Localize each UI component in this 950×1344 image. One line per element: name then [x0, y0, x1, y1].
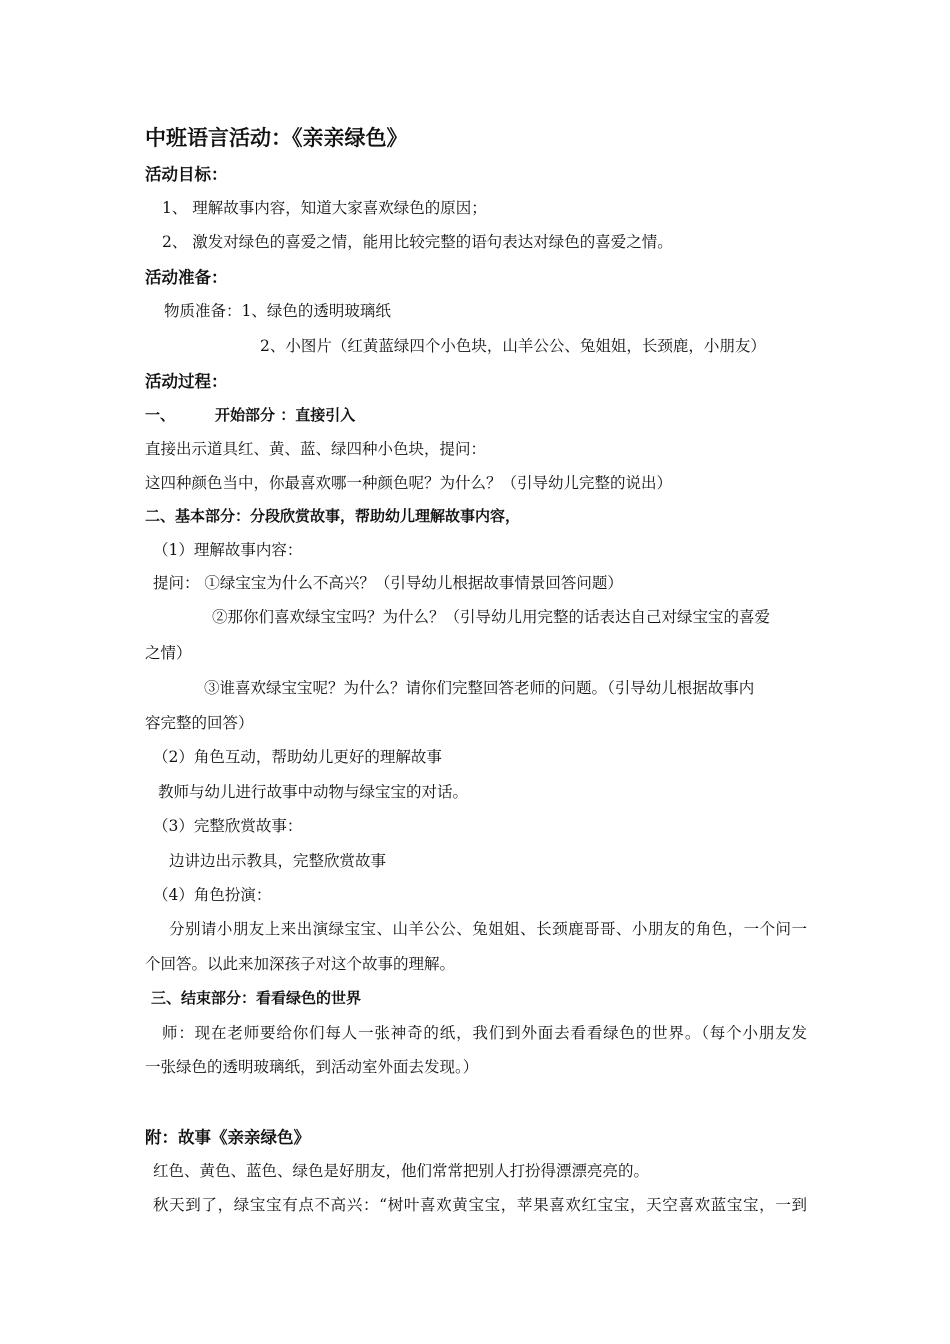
body-line: 分别请小朋友上来出演绿宝宝、山羊公公、兔姐姐、长颈鹿哥哥、小朋友的角色，一个问一 — [169, 920, 807, 938]
body-line: 提问： ①绿宝宝为什么不高兴？（引导幼儿根据故事情景回答问题） — [153, 574, 623, 592]
goal-item: 1、 理解故事内容，知道大家喜欢绿色的原因； — [162, 199, 487, 217]
part1-number: 一、 — [145, 406, 176, 424]
appendix-title: 附：故事《亲亲绿色》 — [145, 1128, 310, 1147]
prep-item: 1、绿色的透明玻璃纸 — [241, 302, 391, 320]
body-line: （2）角色互动，帮助幼儿更好的理解故事 — [153, 748, 442, 766]
body-line: 直接出示道具红、黄、蓝、绿四种小色块，提问： — [145, 440, 487, 458]
process-heading: 活动过程： — [145, 372, 228, 391]
body-line: 这四种颜色当中，你最喜欢哪一种颜色呢？为什么？（引导幼儿完整的说出） — [145, 474, 673, 492]
part2-heading: 二、基本部分：分段欣赏故事，帮助幼儿理解故事内容， — [145, 507, 521, 525]
goal-item: 2、 激发对绿色的喜爱之情，能用比较完整的语句表达对绿色的喜爱之情。 — [162, 233, 673, 251]
body-line: （1）理解故事内容： — [153, 541, 303, 559]
body-line: （4）角色扮演： — [153, 886, 272, 904]
story-line: 红色、黄色、蓝色、绿色是好朋友，他们常常把别人打扮得漂漂亮亮的。 — [153, 1162, 650, 1180]
body-line: 边讲边出示教具，完整欣赏故事 — [169, 852, 387, 870]
prep-label: 物质准备： — [164, 302, 242, 320]
part1-heading — [145, 404, 355, 426]
body-line: 个回答。以此来加深孩子对这个故事的理解。 — [145, 955, 456, 973]
part3-heading: 三、结束部分：看看绿色的世界 — [151, 989, 362, 1007]
story-line: 秋天到了，绿宝宝有点不高兴：“树叶喜欢黄宝宝，苹果喜欢红宝宝，天空喜欢蓝宝宝，一到 — [153, 1196, 807, 1214]
body-line: 容完整的回答） — [145, 714, 254, 732]
body-line: 一张绿色的透明玻璃纸，到活动室外面去发现。） — [145, 1058, 479, 1076]
body-line: ③谁喜欢绿宝宝呢？为什么？请你们完整回答老师的问题。（引导幼儿根据故事内 — [204, 679, 755, 697]
body-line: 之情） — [145, 644, 192, 662]
document-title: 中班语言活动：《亲亲绿色》 — [145, 126, 408, 150]
body-line: 师：现在老师要给你们每人一张神奇的纸，我们到外面去看看绿色的世界。（每个小朋友发 — [162, 1024, 807, 1042]
prep-heading: 活动准备： — [145, 268, 228, 287]
part1-title: 开始部分 ：直接引入 — [215, 406, 356, 424]
prep-item: 2、小图片（红黄蓝绿四个小色块，山羊公公、兔姐姐，长颈鹿，小朋友） — [260, 337, 766, 355]
goals-heading: 活动目标： — [145, 165, 228, 184]
body-line: 教师与幼儿进行故事中动物与绿宝宝的对话。 — [158, 783, 469, 801]
body-line: （3）完整欣赏故事： — [153, 817, 303, 835]
prep-line — [164, 300, 391, 322]
body-line: ②那你们喜欢绿宝宝吗？为什么？（引导幼儿用完整的话表达自己对绿宝宝的喜爱 — [212, 608, 771, 626]
